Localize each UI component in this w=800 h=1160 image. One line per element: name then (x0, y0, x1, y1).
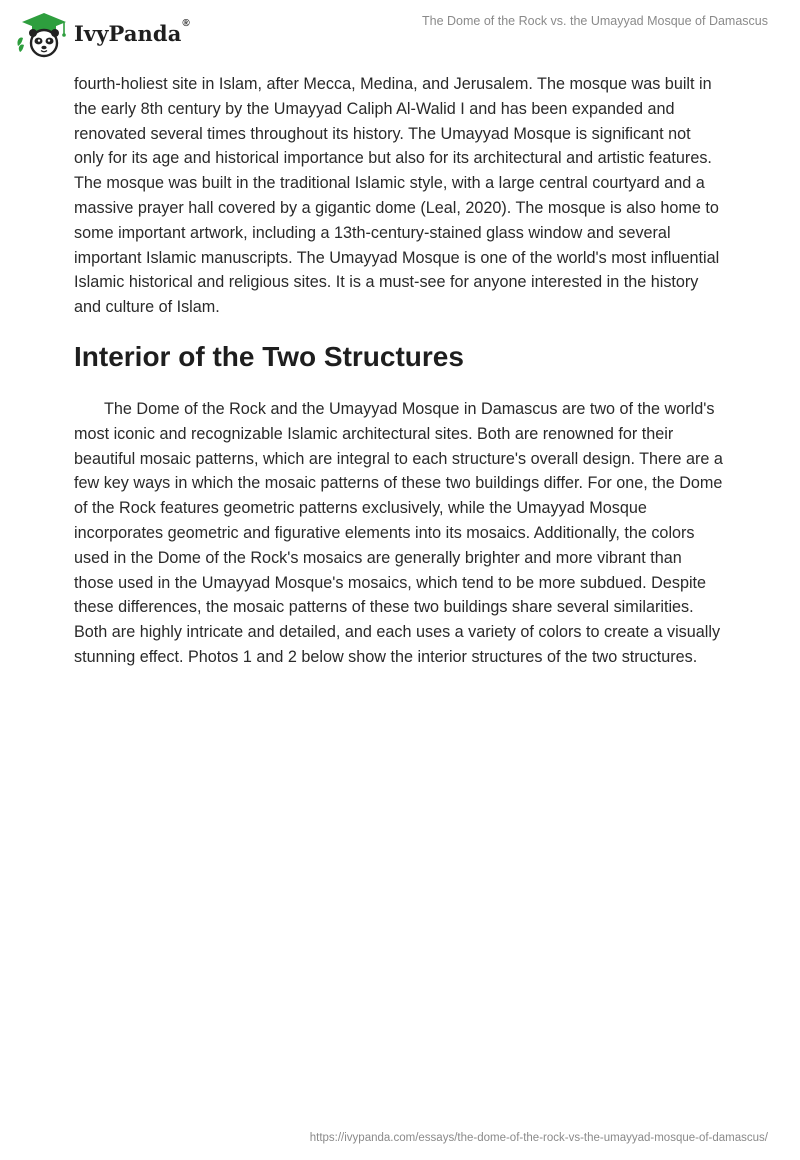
essay-content (74, 72, 724, 670)
section-heading: Interior of the Two Structures (74, 340, 464, 372)
paragraph-continued: fourth-holiest site in Islam, after Mecca, Medina, and Jerusalem. The mosque was built in the early 8th century by the Umayyad Caliph Al-Walid I and has been expanded and renovated several times throughout its history. The Umayyad Mosque is significant not only for its age and historical importance but also for its architectural and artistic features. The mosque was built in the traditional Islamic style, with a large central courtyard and a massive prayer hall covered by a gigantic dome (Leal, 2020). The mosque is also home to some important artwork, including a 13th-century-stained glass window and several important Islamic manuscripts. The Umayyad Mosque is one of the world's most influential Islamic historical and religious sites. It is a must-see for anyone interested in the history and culture of Islam. (74, 75, 720, 317)
panda-graduate-logo-icon (14, 8, 70, 60)
document-title: The Dome of the Rock vs. the Umayyad Mosque of Damascus (422, 14, 768, 28)
paragraph-interior: The Dome of the Rock and the Umayyad Mosque in Damascus are two of the world's most iconic and recognizable Islamic architectural sites. Both are renowned for their beautiful mosaic patterns, which are integral to each structure's overall design. There are a few key ways in which the mosaic patterns of these two buildings differ. For one, the Dome of the Rock features geometric patterns exclusively, while the Umayyad Mosque incorporates geometric and figurative elements into its mosaics. Additionally, the colors used in the Dome of the Rock's mosaics are generally brighter and more vibrant than those used in the Umayyad Mosque's mosaics, which tend to be more subdued. Despite these differences, the mosaic patterns of these two buildings share several similarities. Both are highly intricate and detailed, and each uses a variety of colors to create a visually stunning effect. Photos 1 and 2 below show the interior structures of the two structures. (74, 399, 723, 666)
footer-source-url[interactable]: https://ivypanda.com/essays/the-dome-of-the-rock-vs-the-umayyad-mosque-of-damascus/ (309, 1132, 768, 1144)
brand-name: IvyPanda® (74, 17, 190, 46)
page-header (0, 0, 800, 70)
ivypanda-logo[interactable] (14, 8, 190, 60)
registered-mark: ® (182, 17, 190, 29)
